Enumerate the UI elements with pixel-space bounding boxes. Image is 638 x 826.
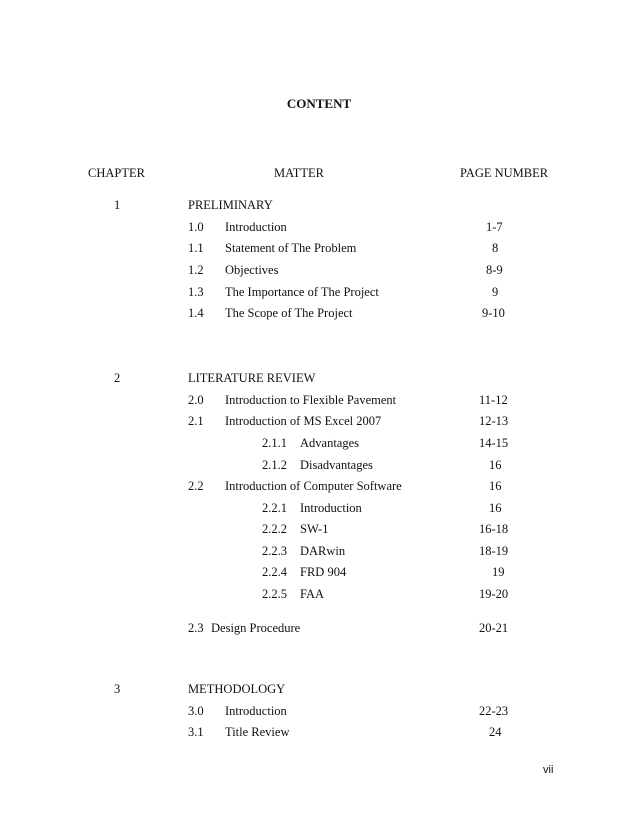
subsection-page: 19 — [492, 565, 505, 579]
section-number: 1.3 — [188, 285, 204, 299]
section-title: Introduction — [225, 704, 287, 718]
section-title: Introduction of MS Excel 2007 — [225, 414, 382, 428]
chapter-title: PRELIMINARY — [188, 198, 273, 212]
section-page: 1-7 — [486, 220, 503, 234]
section-page: 8-9 — [486, 263, 503, 277]
subsection-title: DARwin — [300, 544, 346, 558]
section-page: 24 — [489, 725, 502, 739]
subsection-number: 2.2.5 — [262, 587, 287, 601]
subsection-title: FRD 904 — [300, 565, 347, 579]
section-title: Statement of The Problem — [225, 241, 357, 255]
header-matter: MATTER — [274, 166, 324, 180]
section-number: 2.2 — [188, 479, 204, 493]
chapter-number: 2 — [114, 371, 121, 385]
subsection-page: 19-20 — [479, 587, 509, 601]
subsection-number: 2.2.1 — [262, 501, 287, 515]
section-number: 1.0 — [188, 220, 204, 234]
section-page: 12-13 — [479, 414, 509, 428]
subsection-number: 2.2.3 — [262, 544, 287, 558]
section-page: 20-21 — [479, 621, 509, 635]
header-chapter: CHAPTER — [88, 166, 145, 180]
subsection-page: 16-18 — [479, 522, 509, 536]
chapter-title: LITERATURE REVIEW — [188, 371, 316, 385]
section-page: 8 — [492, 241, 499, 255]
subsection-page: 14-15 — [479, 436, 509, 450]
section-number: 3.0 — [188, 704, 204, 718]
section-number: 2.0 — [188, 393, 204, 407]
section-page: 9-10 — [482, 306, 505, 320]
section-title: Objectives — [225, 263, 279, 277]
section-number: 2.3 — [188, 621, 204, 635]
section-number: 3.1 — [188, 725, 204, 739]
subsection-title: SW-1 — [300, 522, 329, 536]
section-page: 22-23 — [479, 704, 509, 718]
section-title: Introduction to Flexible Pavement — [225, 393, 397, 407]
chapter-number: 1 — [114, 198, 121, 212]
section-title: Design Procedure — [211, 621, 301, 635]
subsection-title: Introduction — [300, 501, 362, 515]
section-number: 1.2 — [188, 263, 204, 277]
subsection-title: FAA — [300, 587, 325, 601]
section-title: Title Review — [225, 725, 290, 739]
header-page-number: PAGE NUMBER — [460, 166, 549, 180]
section-page: 16 — [489, 479, 502, 493]
section-title: Introduction — [225, 220, 287, 234]
section-number: 1.4 — [188, 306, 204, 320]
subsection-title: Disadvantages — [300, 458, 373, 472]
subsection-page: 18-19 — [479, 544, 509, 558]
subsection-number: 2.2.4 — [262, 565, 287, 579]
chapter-number: 3 — [114, 682, 121, 696]
section-number: 1.1 — [188, 241, 204, 255]
section-title: Introduction of Computer Software — [225, 479, 402, 493]
subsection-number: 2.2.2 — [262, 522, 287, 536]
subsection-title: Advantages — [300, 436, 360, 450]
section-number: 2.1 — [188, 414, 204, 428]
section-title: The Scope of The Project — [225, 306, 353, 320]
section-page: 9 — [492, 285, 499, 299]
chapter-title: METHODOLOGY — [188, 682, 286, 696]
page-folio: vii — [543, 764, 554, 776]
page-title: CONTENT — [286, 96, 352, 111]
subsection-page: 16 — [489, 501, 502, 515]
subsection-number: 2.1.2 — [262, 458, 287, 472]
subsection-number: 2.1.1 — [262, 436, 287, 450]
section-page: 11-12 — [479, 393, 508, 407]
subsection-page: 16 — [489, 458, 502, 472]
section-title: The Importance of The Project — [225, 285, 379, 299]
